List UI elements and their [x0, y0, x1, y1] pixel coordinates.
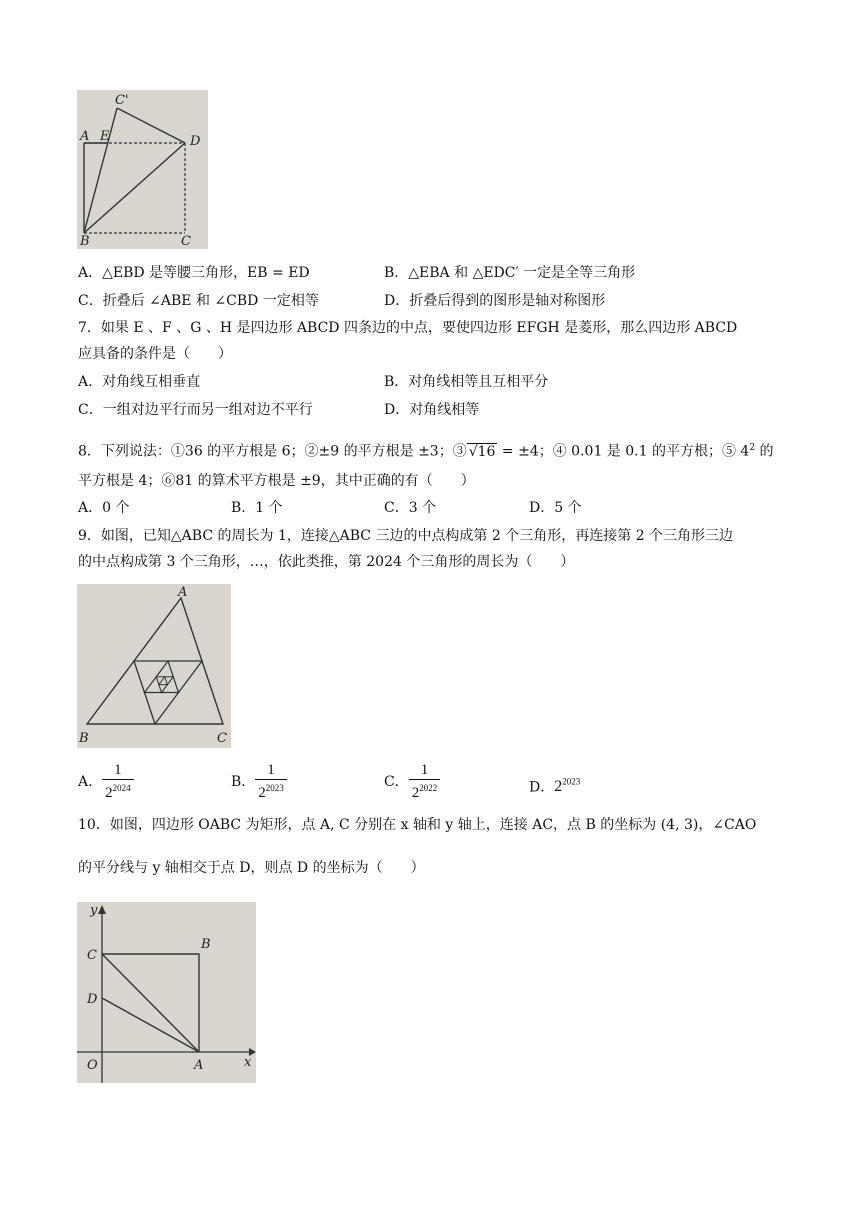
rectangle-figure-svg [77, 902, 256, 1083]
q9-stem-line2: 的中点构成第 3 个三角形，…，依此类推，第 2024 个三角形的周长为（ ） [78, 554, 575, 570]
fold-figure-svg [77, 90, 208, 249]
q9-option-d[interactable] [529, 760, 580, 804]
sqrt-sixteen: √16 [468, 443, 496, 460]
numerator: 1 [102, 762, 134, 780]
q8-option-b[interactable]: B．1 个 [231, 500, 283, 516]
q8-option-c[interactable]: C．3 个 [384, 500, 437, 516]
label-e: E [100, 129, 110, 144]
fold-figure [77, 90, 208, 249]
label-a: A [178, 585, 188, 600]
denominator: $2^{2022}$ [411, 783, 438, 801]
label-c-prime: C' [115, 93, 129, 108]
q7-option-c[interactable]: C．一组对边平行而另一组对边不平行 [78, 402, 313, 418]
q9-stem-line1: 9．如图，已知△ABC 的周长为 1，连接△ABC 三边的中点构成第 2 个三角形，再连接第 2 个三角形三边 [78, 528, 734, 544]
q8-stem-part3: 的 [755, 443, 774, 460]
q8-stem-part1: 8．下列说法：①36 的平方根是 6；②±9 的平方根是 ±3；③ [78, 443, 467, 460]
label-b: B [80, 234, 90, 249]
q9-option-d-label: D． [529, 779, 555, 796]
q7-option-d[interactable]: D．对角线相等 [384, 402, 480, 418]
q7-option-b[interactable]: B．对角线相等且互相平分 [384, 374, 549, 390]
numerator: 1 [255, 762, 287, 780]
fraction [255, 762, 287, 802]
q6-option-b[interactable]: B．△EBA 和 △EDC′ 一定是全等三角形 [384, 265, 636, 281]
sqrt-arg: 16 [477, 443, 496, 460]
numerator: 1 [409, 762, 441, 780]
q9-option-b-label: B． [231, 774, 256, 790]
q10-stem-line2: 的平分线与 y 轴相交于点 D，则点 D 的坐标为（ ） [78, 860, 425, 876]
denominator: $2^{2024}$ [105, 783, 131, 801]
q9-option-a-label: A． [78, 774, 103, 790]
label-c: C [217, 731, 227, 746]
q6-option-d[interactable]: D．折叠后得到的图形是轴对称图形 [384, 293, 606, 309]
label-a: A [194, 1058, 204, 1073]
q9-option-b[interactable] [231, 760, 287, 804]
fraction [102, 762, 134, 802]
label-b: B [79, 731, 89, 746]
q6-option-c[interactable]: C．折叠后 ∠ABE 和 ∠CBD 一定相等 [78, 293, 319, 309]
q9-option-c[interactable] [384, 760, 440, 804]
triangle-figure-svg [77, 584, 231, 748]
label-c: C [181, 234, 191, 249]
q8-stem-line1 [78, 438, 774, 462]
q9-option-a[interactable] [78, 760, 134, 804]
label-y: y [90, 903, 98, 918]
power: $2^{2023}$ [554, 777, 581, 796]
q7-stem-line2: 应具备的条件是（ ） [78, 346, 232, 362]
rectangle-figure [77, 902, 256, 1083]
q9-option-c-label: C． [384, 774, 409, 790]
q7-stem-line1: 7．如果 E 、F 、G 、H 是四边形 ABCD 四条边的中点，要使四边形 EFGH 是菱形，那么四边形 ABCD [78, 320, 738, 336]
q8-option-d[interactable]: D．5 个 [529, 500, 582, 516]
q6-option-a[interactable]: A．△EBD 是等腰三角形，EB = ED [78, 265, 310, 281]
label-a: A [80, 129, 90, 144]
q8-exponent: 2 [749, 443, 756, 453]
label-o: O [87, 1058, 98, 1073]
label-b: B [201, 937, 211, 952]
q7-option-a[interactable]: A．对角线互相垂直 [78, 374, 201, 390]
triangle-figure [77, 584, 231, 748]
fraction [409, 762, 441, 802]
q10-stem-line1: 10．如图，四边形 OABC 为矩形，点 A, C 分别在 x 轴和 y 轴上，连接 AC，点 B 的坐标为 (4, 3)，∠CAO [78, 817, 757, 833]
label-x: x [244, 1055, 252, 1070]
denominator: $2^{2023}$ [258, 783, 284, 801]
q8-stem-part2: = ±4；④ 0.01 是 0.1 的平方根；⑤ 4 [497, 443, 750, 460]
q8-option-a[interactable]: A．0 个 [78, 500, 130, 516]
label-d: D [190, 134, 201, 149]
label-c: C [87, 948, 97, 963]
q8-stem-line2: 平方根是 4；⑥81 的算术平方根是 ±9，其中正确的有（ ） [78, 473, 475, 489]
label-d: D [87, 992, 98, 1007]
